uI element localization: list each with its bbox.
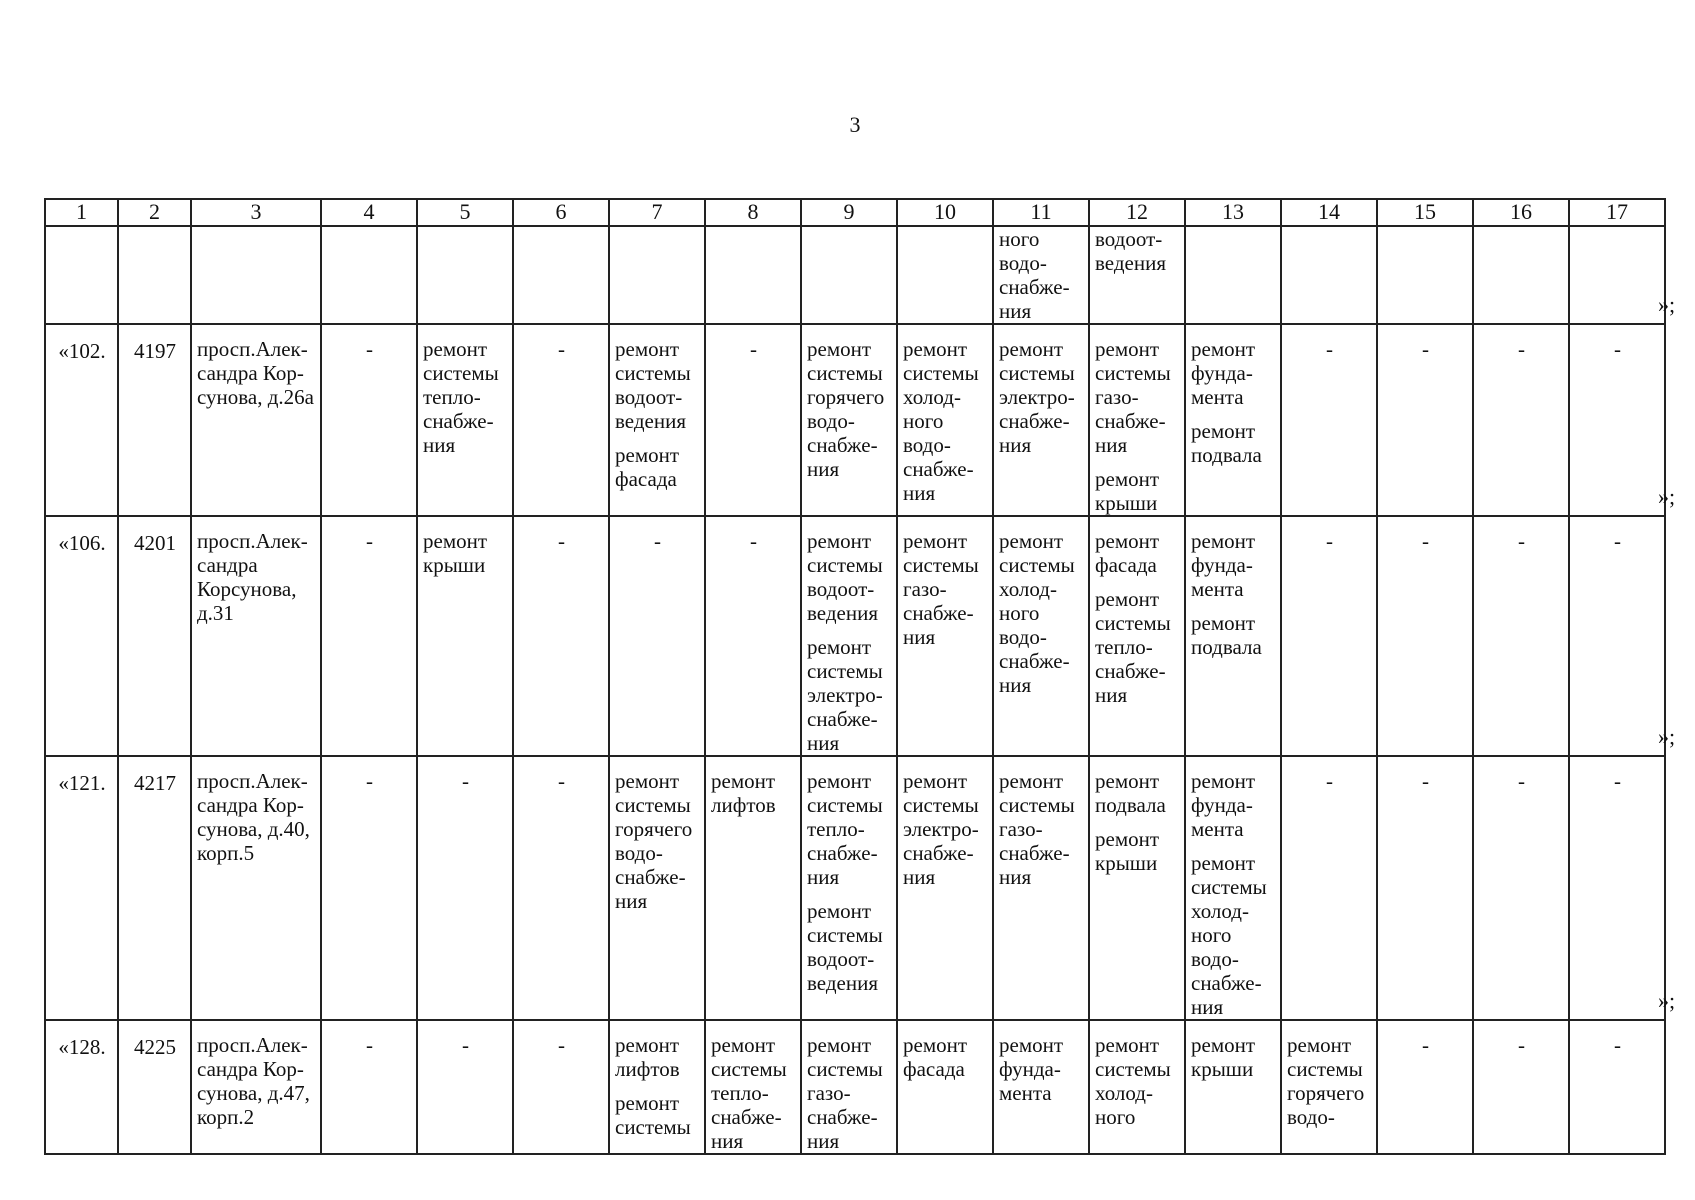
header-cell-12: 12	[1089, 199, 1185, 226]
col-11-cell	[993, 324, 1089, 516]
col-17-cell: -	[1569, 324, 1665, 516]
work-item: ремонт системы горячего водо-снабже-ния	[807, 337, 885, 481]
header-cell-14: 14	[1281, 199, 1377, 226]
header-cell-7: 7	[609, 199, 705, 226]
continuation-cell-5	[417, 226, 513, 324]
work-item: ремонт системы газо-снабже-ния	[903, 529, 979, 649]
work-item: ремонт лифтов	[615, 1033, 680, 1081]
work-item: ремонт системы холод-ного водо-снабже-ния	[1191, 851, 1267, 1019]
col-6-cell: -	[513, 516, 609, 756]
col-16-cell: -	[1473, 756, 1569, 1020]
work-item: ремонт системы тепло-снабже-ния	[1095, 587, 1171, 707]
col-4-cell: -	[321, 324, 417, 516]
address: просп.Алек-сандра Кор-сунова, д.40, корп.5	[191, 756, 321, 1020]
header-row	[45, 199, 1665, 226]
work-item: ремонт фасада	[903, 1033, 968, 1081]
work-item: ремонт фунда-мента	[1191, 769, 1256, 841]
work-item: ремонт подвала	[1095, 769, 1166, 817]
col-16-cell: -	[1473, 1020, 1569, 1154]
col-14-cell: -	[1281, 324, 1377, 516]
object-code: 4225	[118, 1020, 191, 1154]
work-item: ремонт системы горячего водо-снабже-ния	[615, 769, 693, 913]
continuation-cell-9	[801, 226, 897, 324]
row-number: «128.	[45, 1020, 118, 1154]
table-row	[45, 756, 1665, 1020]
object-code: 4197	[118, 324, 191, 516]
work-item: ремонт системы тепло-снабже-ния	[807, 769, 883, 889]
header-cell-3: 3	[191, 199, 321, 226]
col-17-cell: -	[1569, 516, 1665, 756]
work-item: ремонт системы электро-снабже-ния	[999, 337, 1075, 457]
continuation-cell-12: водоот-ведения	[1089, 226, 1185, 324]
col-12-cell	[1089, 516, 1185, 756]
continuation-cell-10	[897, 226, 993, 324]
row-number: «106.	[45, 516, 118, 756]
col-14-cell: -	[1281, 516, 1377, 756]
work-item: ремонт системы газо-снабже-ния	[807, 1033, 883, 1153]
work-item: ремонт системы водоот-ведения	[807, 899, 883, 995]
col-12-cell	[1089, 1020, 1185, 1154]
col-14-cell: -	[1281, 756, 1377, 1020]
object-code: 4201	[118, 516, 191, 756]
continuation-cell-13	[1185, 226, 1281, 324]
work-item: ремонт системы тепло-снабже-ния	[711, 1033, 787, 1153]
header-cell-11: 11	[993, 199, 1089, 226]
address: просп.Алек-сандра Кор-сунова, д.26а	[191, 324, 321, 516]
col-10-cell	[897, 756, 993, 1020]
continuation-row	[45, 226, 1665, 324]
col-12-cell	[1089, 756, 1185, 1020]
header-cell-13: 13	[1185, 199, 1281, 226]
col-15-cell: -	[1377, 756, 1473, 1020]
col-8-cell: -	[705, 324, 801, 516]
row-closing-quote: »;	[1658, 724, 1676, 749]
work-item: ремонт фасада	[1095, 529, 1160, 577]
address: просп.Алек-сандра Кор-сунова, д.47, корп.2	[191, 1020, 321, 1154]
col-8-cell	[705, 1020, 801, 1154]
col-9-cell	[801, 756, 897, 1020]
repair-schedule-table	[44, 198, 1666, 1155]
col-7-cell	[609, 756, 705, 1020]
work-item: ремонт подвала	[1191, 611, 1262, 659]
col-8-cell	[705, 756, 801, 1020]
row-number: «102.	[45, 324, 118, 516]
work-item: ремонт системы электро-снабже-ния	[807, 635, 883, 755]
continuation-cell-3	[191, 226, 321, 324]
col-4-cell: -	[321, 516, 417, 756]
col-11-cell	[993, 756, 1089, 1020]
col-13-cell	[1185, 756, 1281, 1020]
work-item: ремонт фунда-мента	[1191, 337, 1256, 409]
continuation-cell-15	[1377, 226, 1473, 324]
col-6-cell: -	[513, 756, 609, 1020]
col-10-cell	[897, 1020, 993, 1154]
work-item: ремонт системы водоот-ведения	[615, 337, 691, 433]
work-item: ремонт системы тепло-снабже-ния	[423, 337, 499, 457]
continuation-cell-7	[609, 226, 705, 324]
continuation-cell-4	[321, 226, 417, 324]
table-row	[45, 516, 1665, 756]
header-cell-4: 4	[321, 199, 417, 226]
row-closing-quote: »;	[1658, 292, 1676, 317]
continuation-cell-14	[1281, 226, 1377, 324]
col-5-cell	[417, 324, 513, 516]
work-item: ремонт системы	[615, 1091, 691, 1139]
work-item: ремонт фунда-мента	[1191, 529, 1256, 601]
continuation-cell-17	[1569, 226, 1665, 324]
row-closing-quote: »;	[1658, 484, 1676, 509]
continuation-cell-11: ного водо-снабже-ния	[993, 226, 1089, 324]
work-item: ремонт системы холод-ного	[1095, 1033, 1171, 1129]
continuation-cell-1	[45, 226, 118, 324]
col-17-cell: -	[1569, 756, 1665, 1020]
col-15-cell: -	[1377, 516, 1473, 756]
object-code: 4217	[118, 756, 191, 1020]
col-7-cell	[609, 324, 705, 516]
col-17-cell: -	[1569, 1020, 1665, 1154]
header-cell-15: 15	[1377, 199, 1473, 226]
col-4-cell: -	[321, 1020, 417, 1154]
col-15-cell: -	[1377, 1020, 1473, 1154]
row-closing-quote: »;	[1658, 988, 1676, 1013]
col-9-cell	[801, 516, 897, 756]
col-4-cell: -	[321, 756, 417, 1020]
col-10-cell	[897, 516, 993, 756]
col-8-cell: -	[705, 516, 801, 756]
work-item: ремонт лифтов	[711, 769, 776, 817]
col-5-cell: -	[417, 1020, 513, 1154]
work-item: ремонт крыши	[1095, 827, 1160, 875]
continuation-cell-2	[118, 226, 191, 324]
col-13-cell	[1185, 324, 1281, 516]
work-item: ремонт подвала	[1191, 419, 1262, 467]
header-cell-10: 10	[897, 199, 993, 226]
col-5-cell	[417, 516, 513, 756]
table-row	[45, 324, 1665, 516]
continuation-cell-8	[705, 226, 801, 324]
col-16-cell: -	[1473, 324, 1569, 516]
col-7-cell: -	[609, 516, 705, 756]
work-item: ремонт крыши	[423, 529, 488, 577]
header-cell-8: 8	[705, 199, 801, 226]
work-item: ремонт системы водоот-ведения	[807, 529, 883, 625]
col-10-cell	[897, 324, 993, 516]
page-number: 3	[849, 112, 861, 137]
work-item: ремонт системы газо-снабже-ния	[1095, 337, 1171, 457]
col-6-cell: -	[513, 1020, 609, 1154]
work-item: ремонт фасада	[615, 443, 680, 491]
header-cell-17: 17	[1569, 199, 1665, 226]
address: просп.Алек-сандра Корсунова, д.31	[191, 516, 321, 756]
header-cell-9: 9	[801, 199, 897, 226]
col-12-cell	[1089, 324, 1185, 516]
col-6-cell: -	[513, 324, 609, 516]
work-item: ремонт крыши	[1095, 467, 1160, 515]
col-11-cell	[993, 1020, 1089, 1154]
work-item: ремонт системы газо-снабже-ния	[999, 769, 1075, 889]
header-cell-16: 16	[1473, 199, 1569, 226]
row-number: «121.	[45, 756, 118, 1020]
work-item: ремонт системы электро-снабже-ния	[903, 769, 979, 889]
col-7-cell	[609, 1020, 705, 1154]
col-15-cell: -	[1377, 324, 1473, 516]
continuation-cell-16	[1473, 226, 1569, 324]
header-cell-5: 5	[417, 199, 513, 226]
col-9-cell	[801, 1020, 897, 1154]
col-11-cell	[993, 516, 1089, 756]
col-13-cell	[1185, 516, 1281, 756]
header-cell-6: 6	[513, 199, 609, 226]
col-9-cell	[801, 324, 897, 516]
work-item: ремонт системы холод-ного водо-снабже-ния	[903, 337, 979, 505]
continuation-cell-6	[513, 226, 609, 324]
work-item: ремонт системы холод-ного водо-снабже-ния	[999, 529, 1075, 697]
col-5-cell: -	[417, 756, 513, 1020]
header-cell-1: 1	[45, 199, 118, 226]
header-cell-2: 2	[118, 199, 191, 226]
work-item: ремонт фунда-мента	[999, 1033, 1064, 1105]
table-row	[45, 1020, 1665, 1154]
work-item: ремонт крыши	[1191, 1033, 1256, 1081]
col-13-cell	[1185, 1020, 1281, 1154]
col-16-cell: -	[1473, 516, 1569, 756]
work-item: ремонт системы горячего водо-	[1287, 1033, 1365, 1129]
col-14-cell	[1281, 1020, 1377, 1154]
